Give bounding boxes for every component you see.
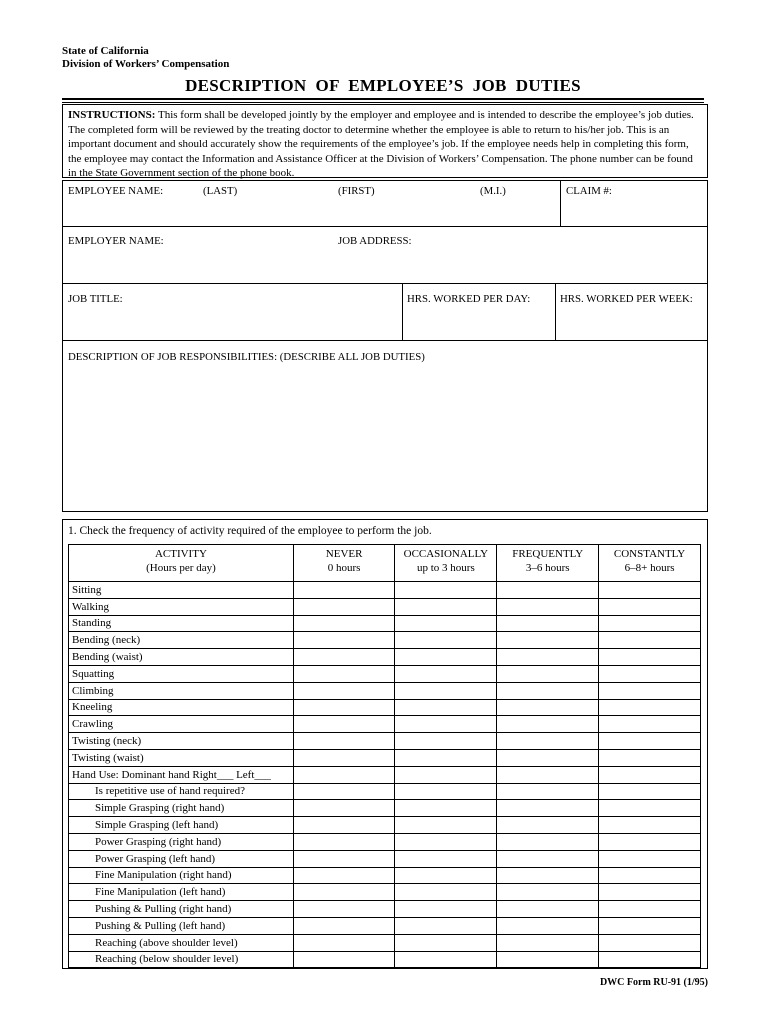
frequency-row — [69, 598, 701, 615]
checkbox-cell-frequently[interactable] — [497, 766, 599, 783]
checkbox-cell-never[interactable] — [293, 733, 395, 750]
checkbox-cell-never[interactable] — [293, 582, 395, 599]
checkbox-cell-frequently[interactable] — [497, 850, 599, 867]
col-constantly: CONSTANTLY 6–8+ hours — [599, 545, 701, 582]
checkbox-cell-constantly[interactable] — [599, 615, 701, 632]
checkbox-cell-occasionally[interactable] — [395, 665, 497, 682]
job-address-field[interactable] — [335, 250, 705, 282]
checkbox-cell-occasionally[interactable] — [395, 649, 497, 666]
checkbox-cell-occasionally[interactable] — [395, 699, 497, 716]
checkbox-cell-never[interactable] — [293, 649, 395, 666]
checkbox-cell-never[interactable] — [293, 749, 395, 766]
activity-label: Reaching (below shoulder level) — [69, 951, 294, 968]
checkbox-cell-constantly[interactable] — [599, 884, 701, 901]
checkbox-cell-never[interactable] — [293, 800, 395, 817]
employee-name-field[interactable] — [65, 208, 558, 225]
checkbox-cell-frequently[interactable] — [497, 632, 599, 649]
activity-label: Reaching (above shoulder level) — [69, 934, 294, 951]
employee-name-line — [62, 226, 708, 227]
col-occasionally: OCCASIONALLY up to 3 hours — [395, 545, 497, 582]
frequency-row — [69, 749, 701, 766]
frequency-row — [69, 951, 701, 968]
checkbox-cell-never[interactable] — [293, 867, 395, 884]
employer-line — [62, 283, 708, 284]
checkbox-cell-frequently[interactable] — [497, 884, 599, 901]
checkbox-cell-frequently[interactable] — [497, 833, 599, 850]
form-title: DESCRIPTION OF EMPLOYEE’S JOB DUTIES — [185, 76, 581, 95]
checkbox-cell-constantly[interactable] — [599, 716, 701, 733]
checkbox-cell-occasionally[interactable] — [395, 833, 497, 850]
checkbox-cell-constantly[interactable] — [599, 749, 701, 766]
activity-label: Fine Manipulation (left hand) — [69, 884, 294, 901]
frequency-header-row — [69, 545, 701, 582]
checkbox-cell-constantly[interactable] — [599, 649, 701, 666]
checkbox-cell-frequently[interactable] — [497, 917, 599, 934]
checkbox-cell-never[interactable] — [293, 682, 395, 699]
checkbox-cell-occasionally[interactable] — [395, 850, 497, 867]
checkbox-cell-occasionally[interactable] — [395, 817, 497, 834]
instructions-label: INSTRUCTIONS: — [68, 109, 156, 121]
checkbox-cell-occasionally[interactable] — [395, 783, 497, 800]
hrs-per-week-field[interactable] — [558, 308, 705, 338]
activity-label: Bending (neck) — [69, 632, 294, 649]
checkbox-cell-never[interactable] — [293, 850, 395, 867]
activity-label: Hand Use: Dominant hand Right___ Left___ — [69, 766, 294, 783]
checkbox-cell-never[interactable] — [293, 598, 395, 615]
checkbox-cell-occasionally[interactable] — [395, 598, 497, 615]
title-rule-thin — [62, 102, 704, 103]
activity-label: Fine Manipulation (right hand) — [69, 867, 294, 884]
checkbox-cell-constantly[interactable] — [599, 783, 701, 800]
checkbox-cell-frequently[interactable] — [497, 682, 599, 699]
employee-name-label: EMPLOYEE NAME: — [68, 185, 164, 197]
checkbox-cell-constantly[interactable] — [599, 699, 701, 716]
checkbox-cell-constantly[interactable] — [599, 582, 701, 599]
checkbox-cell-frequently[interactable] — [497, 598, 599, 615]
employer-name-label: EMPLOYER NAME: — [68, 235, 164, 247]
checkbox-cell-constantly[interactable] — [599, 598, 701, 615]
hrs-day-divider — [402, 283, 403, 340]
activity-label: Standing — [69, 615, 294, 632]
checkbox-cell-frequently[interactable] — [497, 951, 599, 968]
first-name-label: (FIRST) — [338, 185, 375, 197]
checkbox-cell-occasionally[interactable] — [395, 682, 497, 699]
checkbox-cell-never[interactable] — [293, 817, 395, 834]
checkbox-cell-never[interactable] — [293, 783, 395, 800]
activity-label: Walking — [69, 598, 294, 615]
checkbox-cell-frequently[interactable] — [497, 649, 599, 666]
checkbox-cell-occasionally[interactable] — [395, 615, 497, 632]
hrs-week-divider — [555, 283, 556, 340]
checkbox-cell-never[interactable] — [293, 917, 395, 934]
middle-initial-label: (M.I.) — [480, 185, 506, 197]
activity-label: Is repetitive use of hand required? — [69, 783, 294, 800]
checkbox-cell-constantly[interactable] — [599, 917, 701, 934]
frequency-row — [69, 682, 701, 699]
hrs-per-day-field[interactable] — [405, 308, 552, 338]
col-never: NEVER 0 hours — [293, 545, 395, 582]
checkbox-cell-never[interactable] — [293, 632, 395, 649]
checkbox-cell-never[interactable] — [293, 766, 395, 783]
checkbox-cell-occasionally[interactable] — [395, 867, 497, 884]
checkbox-cell-never[interactable] — [293, 901, 395, 918]
checkbox-cell-occasionally[interactable] — [395, 733, 497, 750]
frequency-row — [69, 917, 701, 934]
checkbox-cell-occasionally[interactable] — [395, 766, 497, 783]
checkbox-cell-occasionally[interactable] — [395, 901, 497, 918]
state-name: State of California — [62, 45, 149, 57]
checkbox-cell-frequently[interactable] — [497, 867, 599, 884]
frequency-row — [69, 850, 701, 867]
instructions-box — [62, 104, 708, 178]
frequency-row — [69, 833, 701, 850]
activity-label: Crawling — [69, 716, 294, 733]
activity-label: Pushing & Pulling (right hand) — [69, 901, 294, 918]
job-address-label: JOB ADDRESS: — [338, 235, 412, 247]
checkbox-cell-frequently[interactable] — [497, 699, 599, 716]
frequency-row — [69, 665, 701, 682]
checkbox-cell-constantly[interactable] — [599, 850, 701, 867]
activity-label: Climbing — [69, 682, 294, 699]
checkbox-cell-frequently[interactable] — [497, 665, 599, 682]
responsibilities-field[interactable] — [65, 368, 705, 508]
claim-number-field[interactable] — [563, 198, 706, 224]
checkbox-cell-constantly[interactable] — [599, 817, 701, 834]
checkbox-cell-constantly[interactable] — [599, 901, 701, 918]
checkbox-cell-constantly[interactable] — [599, 766, 701, 783]
frequency-question: 1. Check the frequency of activity required of the employee to perform the job. — [68, 525, 432, 537]
checkbox-cell-occasionally[interactable] — [395, 934, 497, 951]
checkbox-cell-never[interactable] — [293, 615, 395, 632]
activity-label: Twisting (waist) — [69, 749, 294, 766]
claim-label: CLAIM #: — [566, 185, 612, 197]
checkbox-cell-never[interactable] — [293, 665, 395, 682]
activity-label: Sitting — [69, 582, 294, 599]
col-frequently: FREQUENTLY 3–6 hours — [497, 545, 599, 582]
checkbox-cell-constantly[interactable] — [599, 665, 701, 682]
checkbox-cell-frequently[interactable] — [497, 615, 599, 632]
last-name-label: (LAST) — [203, 185, 238, 197]
activity-label: Kneeling — [69, 699, 294, 716]
frequency-row — [69, 615, 701, 632]
job-title-field[interactable] — [65, 308, 399, 338]
activity-label: Twisting (neck) — [69, 733, 294, 750]
division-name: Division of Workers’ Compensation — [62, 58, 230, 70]
frequency-row — [69, 649, 701, 666]
frequency-row — [69, 783, 701, 800]
checkbox-cell-constantly[interactable] — [599, 632, 701, 649]
checkbox-cell-occasionally[interactable] — [395, 749, 497, 766]
frequency-row — [69, 817, 701, 834]
job-title-line — [62, 340, 708, 341]
claim-divider — [560, 180, 561, 226]
form-number: DWC Form RU-91 (1/95) — [599, 977, 708, 988]
frequency-row — [69, 901, 701, 918]
checkbox-cell-constantly[interactable] — [599, 867, 701, 884]
frequency-row — [69, 934, 701, 951]
checkbox-cell-occasionally[interactable] — [395, 582, 497, 599]
activity-label: Power Grasping (left hand) — [69, 850, 294, 867]
checkbox-cell-constantly[interactable] — [599, 682, 701, 699]
checkbox-cell-constantly[interactable] — [599, 800, 701, 817]
checkbox-cell-never[interactable] — [293, 833, 395, 850]
checkbox-cell-occasionally[interactable] — [395, 800, 497, 817]
checkbox-cell-never[interactable] — [293, 716, 395, 733]
checkbox-cell-occasionally[interactable] — [395, 951, 497, 968]
responsibilities-label: DESCRIPTION OF JOB RESPONSIBILITIES: (DESCRIBE ALL JOB DUTIES) — [68, 351, 425, 363]
checkbox-cell-never[interactable] — [293, 884, 395, 901]
checkbox-cell-occasionally[interactable] — [395, 632, 497, 649]
frequency-table — [68, 544, 701, 968]
frequency-row — [69, 867, 701, 884]
title-rule-thick — [62, 98, 704, 100]
checkbox-cell-constantly[interactable] — [599, 833, 701, 850]
activity-label: Simple Grasping (right hand) — [69, 800, 294, 817]
col-activity: ACTIVITY (Hours per day) — [69, 545, 294, 582]
checkbox-cell-constantly[interactable] — [599, 951, 701, 968]
checkbox-cell-frequently[interactable] — [497, 733, 599, 750]
checkbox-cell-never[interactable] — [293, 934, 395, 951]
frequency-row — [69, 582, 701, 599]
frequency-row — [69, 766, 701, 783]
checkbox-cell-never[interactable] — [293, 699, 395, 716]
checkbox-cell-occasionally[interactable] — [395, 917, 497, 934]
frequency-row — [69, 716, 701, 733]
activity-label: Power Grasping (right hand) — [69, 833, 294, 850]
frequency-row — [69, 733, 701, 750]
checkbox-cell-frequently[interactable] — [497, 783, 599, 800]
checkbox-cell-frequently[interactable] — [497, 901, 599, 918]
job-title-label: JOB TITLE: — [68, 293, 123, 305]
frequency-row — [69, 699, 701, 716]
employer-name-field[interactable] — [65, 250, 333, 282]
checkbox-cell-frequently[interactable] — [497, 817, 599, 834]
checkbox-cell-constantly[interactable] — [599, 733, 701, 750]
checkbox-cell-frequently[interactable] — [497, 716, 599, 733]
frequency-row — [69, 632, 701, 649]
frequency-row — [69, 884, 701, 901]
checkbox-cell-frequently[interactable] — [497, 934, 599, 951]
checkbox-cell-constantly[interactable] — [599, 934, 701, 951]
checkbox-cell-occasionally[interactable] — [395, 884, 497, 901]
hrs-per-week-label: HRS. WORKED PER WEEK: — [560, 293, 693, 305]
checkbox-cell-frequently[interactable] — [497, 800, 599, 817]
frequency-row — [69, 800, 701, 817]
instructions-text: This form shall be developed jointly by the employer and employee and is intended to describe the employee’s job duties. The completed form will be reviewed by the treating doctor to determine whether the employee is able to return to his/her job. This is an important document and should accurately show the requirements of the employee’s job. If the employee needs help in completing this form, the employee may contact the Information and Assistance Officer at the Division of Workers’ Compensation. The phone number can be found in the State Government section of the phone book. — [68, 109, 694, 180]
checkbox-cell-occasionally[interactable] — [395, 716, 497, 733]
hrs-per-day-label: HRS. WORKED PER DAY: — [407, 293, 531, 305]
activity-label: Bending (waist) — [69, 649, 294, 666]
checkbox-cell-never[interactable] — [293, 951, 395, 968]
activity-label: Simple Grasping (left hand) — [69, 817, 294, 834]
activity-label: Squatting — [69, 665, 294, 682]
checkbox-cell-frequently[interactable] — [497, 749, 599, 766]
checkbox-cell-frequently[interactable] — [497, 582, 599, 599]
activity-label: Pushing & Pulling (left hand) — [69, 917, 294, 934]
